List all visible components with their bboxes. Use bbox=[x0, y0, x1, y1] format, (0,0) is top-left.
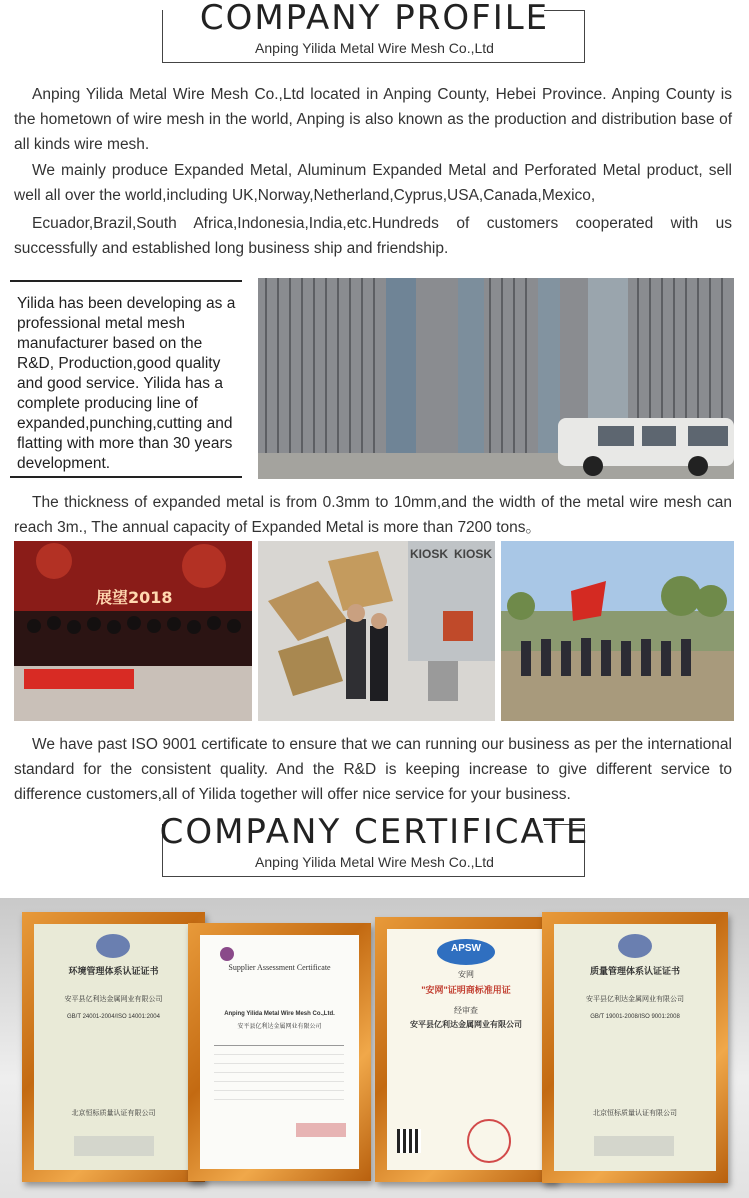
team-outing-photo bbox=[501, 541, 734, 721]
company-event-photo bbox=[14, 541, 252, 721]
supplier-logo-icon bbox=[220, 947, 234, 961]
event-banner-text: 展望2018 bbox=[96, 588, 173, 607]
top-rule bbox=[10, 280, 242, 282]
environment-certificate bbox=[22, 912, 205, 1182]
cert-company: 安平县亿利达金属网业有限公司 bbox=[410, 1020, 522, 1029]
qr-code bbox=[397, 1129, 421, 1153]
cert-issuer: 北京恒标质量认证有限公司 bbox=[593, 1110, 677, 1117]
trade-show-booth-photo bbox=[258, 541, 495, 721]
profile-title: COMPANY PROFILE bbox=[199, 0, 550, 38]
booth-sign-1: KIOSK bbox=[410, 547, 449, 561]
profile-subtitle: Anping Yilida Metal Wire Mesh Co.,Ltd bbox=[255, 40, 494, 56]
cert-issuer: 北京恒标质量认证有限公司 bbox=[71, 1110, 156, 1117]
seal-icon bbox=[96, 934, 130, 958]
cert-heading: 质量管理体系认证证书 bbox=[589, 966, 680, 976]
cert-standard: 安平县亿利达金属网业有限公司 bbox=[237, 1024, 322, 1030]
apsw-logo-text: APSW bbox=[451, 943, 481, 954]
seal-icon bbox=[618, 934, 652, 958]
cert-heading: "安网"证明商标准用证 bbox=[421, 985, 511, 995]
certificate-paper bbox=[554, 924, 716, 1171]
intro-paragraph-3: Ecuador,Brazil,South Africa,Indonesia,India,etc.Hundreds of customers cooperated with us successfully and established long business ship and friendship. bbox=[14, 215, 732, 257]
certificate-header bbox=[0, 812, 749, 878]
cert-standard: 经审查 bbox=[454, 1006, 478, 1015]
factory-building-photo bbox=[258, 278, 734, 479]
intro-paragraph-2: We mainly produce Expanded Metal, Aluminum Expanded Metal and Perforated Metal product, sell well all over the world,including UK,Norway,Netherland,Cyprus,USA,Canada,Mexico, bbox=[14, 162, 732, 204]
apsw-trademark-certificate bbox=[375, 917, 557, 1182]
supplier-assessment-certificate bbox=[188, 923, 371, 1181]
apsw-logo-sub: 安网 bbox=[458, 970, 474, 979]
capacity-paragraph: The thickness of expanded metal is from 0.3mm to 10mm,and the width of the metal wire mesh can reach 3m., The annual capacity of Expanded Metal is more than 7200 tons。 bbox=[14, 494, 732, 536]
bottom-rule bbox=[10, 476, 242, 478]
signature-stamp bbox=[296, 1123, 346, 1137]
cert-company: 安平县亿利达金属网业有限公司 bbox=[64, 996, 163, 1003]
cert-standard: GB/T 19001-2008/ISO 9001:2008 bbox=[590, 1014, 680, 1020]
certificate-paper bbox=[34, 924, 193, 1170]
certificate-subtitle: Anping Yilida Metal Wire Mesh Co.,Ltd bbox=[255, 854, 494, 870]
certificate-paper bbox=[387, 929, 545, 1170]
cert-standard: GB/T 24001-2004/ISO 14001:2004 bbox=[67, 1014, 160, 1020]
quality-certificate bbox=[542, 912, 728, 1183]
booth-sign-2: KIOSK bbox=[454, 547, 493, 561]
intro-paragraph-1: Anping Yilida Metal Wire Mesh Co.,Ltd located in Anping County, Hebei Province. Anping County is the hometown of wire mesh in the world, Anping is also known as the production and distribution base of all kinds wire mesh. bbox=[14, 86, 732, 153]
development-text: Yilida has been developing as a professional metal mesh manufacturer based on the R&D, Production,good quality and good service. Yilida has a complete producing line of expanded,punching,cutting and flatting with more than 30 years development. bbox=[17, 295, 236, 472]
red-seal bbox=[467, 1119, 511, 1163]
profile-header bbox=[0, 0, 749, 64]
certificate-paper bbox=[200, 935, 359, 1169]
cert-list-block bbox=[214, 1045, 344, 1106]
certificate-title: COMPANY CERTIFICATE bbox=[159, 812, 590, 852]
cert-company: Anping Yilida Metal Wire Mesh Co.,Ltd. bbox=[224, 1011, 335, 1017]
cert-heading: Supplier Assessment Certificate bbox=[228, 963, 331, 972]
accreditation-logos bbox=[594, 1136, 674, 1156]
accreditation-logos bbox=[74, 1136, 154, 1156]
cert-heading: 环境管理体系认证证书 bbox=[68, 966, 159, 976]
iso-paragraph: We have past ISO 9001 certificate to ensure that we can running our business as per the international standard for the consistent quality. And the R&D is keeping increase to give different service to difference customers,all of Yilida together will offer nice service for your business. bbox=[14, 736, 732, 803]
cert-company: 安平县亿利达金属网业有限公司 bbox=[586, 996, 684, 1003]
